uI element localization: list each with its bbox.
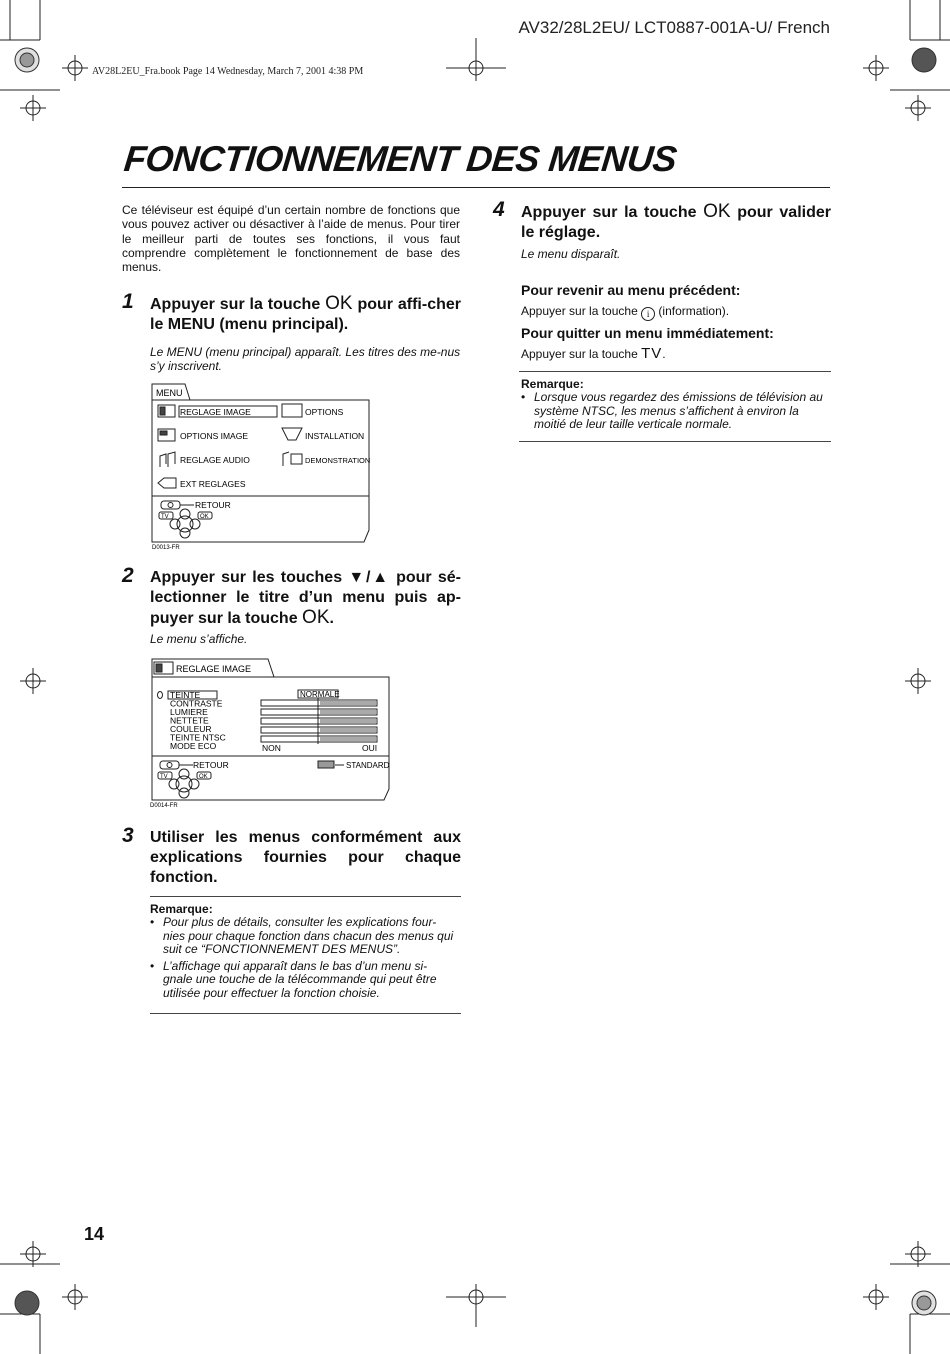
- music-note-icon: [160, 452, 175, 467]
- scale-max-label: OUI: [362, 743, 378, 753]
- menu-item: TEINTE NTSC: [170, 732, 226, 743]
- step-result: Le MENU (menu principal) apparaît. Les titres des me-nus s’y inscrivent.: [150, 345, 461, 373]
- step-instruction: [150, 294, 461, 335]
- step-result: Le menu disparaît.: [521, 247, 621, 261]
- register-target: [905, 1241, 931, 1267]
- ok-key: OK: [325, 293, 353, 314]
- menu-tab-label: REGLAGE IMAGE: [176, 664, 252, 674]
- normal-label: NORMALE: [300, 690, 340, 699]
- gray-key-icon: [318, 761, 334, 768]
- section-heading: Pour revenir au menu précédent:: [521, 282, 741, 298]
- page-number: 14: [84, 1224, 105, 1244]
- remark-item: • L’affichage qui apparaît dans le bas d’un menu si-gnale une touche de la télécommande qui peut être utilisée pour effectuer la fonction choisie.: [150, 960, 456, 1001]
- title-divider: [122, 187, 830, 188]
- register-target: [20, 1241, 46, 1267]
- menu-tab-label: MENU: [156, 388, 183, 398]
- section-text-part: Appuyer sur la touche: [521, 304, 642, 318]
- register-target: [446, 1284, 506, 1327]
- tv-label: TV: [161, 514, 169, 520]
- step-number: 2: [122, 564, 134, 587]
- main-menu-illustration: [150, 382, 375, 554]
- ok-label: OK: [199, 774, 208, 780]
- step-number: 4: [493, 198, 505, 221]
- intro-paragraph: Ce téléviseur est équipé d’un certain nombre de fonctions que vous pouvez activer ou désactiver à l’aide de menus. Pour tirer le meilleur parti de toutes ses fonctions, il vous faut comprendre complètement le fonctionnement de base des menus.: [122, 203, 460, 275]
- document-id: AV32/28L2EU/ LCT0887-001A-U/ French: [518, 18, 830, 37]
- section-text-part: Appuyer sur la touche: [521, 347, 642, 361]
- menu-item: NETTETE: [170, 715, 209, 726]
- installation-icon: [282, 428, 302, 440]
- menu-item: REGLAGE AUDIO: [180, 455, 250, 465]
- remark-list: [521, 391, 827, 432]
- remark-divider: [519, 371, 831, 372]
- menu-item: EXT REGLAGES: [180, 479, 246, 489]
- register-target: [905, 668, 931, 694]
- menu-item: COULEUR: [170, 724, 212, 734]
- remark-divider: [150, 1013, 461, 1014]
- step-text: Appuyer sur la touche: [521, 204, 704, 221]
- remark-item: • Pour plus de détails, consulter les explications four-nies pour chaque fonction dans chacun des menus qui suit ce “FONCTIONNEMENT DES MENUS”.: [150, 916, 456, 957]
- menu-item: CONTRASTE: [170, 698, 223, 709]
- picture-menu-illustration: [150, 657, 395, 813]
- arrow-pad-icon: [176, 776, 192, 792]
- menu-item: DEMONSTRATION: [305, 456, 371, 465]
- remark-box: [150, 902, 456, 1004]
- step-text: pour valider le réglage.: [521, 204, 831, 241]
- info-icon: i: [641, 307, 655, 321]
- section-text-part: .: [662, 347, 666, 361]
- step-text: pour affi-cher le MENU (menu principal).: [150, 296, 461, 333]
- menu-item: MODE ECO: [170, 741, 217, 751]
- step-text: Appuyer sur la touche: [150, 296, 326, 313]
- options-icon: [282, 404, 302, 417]
- register-target: [905, 95, 931, 121]
- register-target: [863, 1284, 889, 1310]
- step-text: Appuyer sur les touches ▼/▲ pour sé-lectionner le titre d’un menu puis ap-puyer sur la touche: [150, 569, 461, 627]
- ok-key: OK: [703, 201, 731, 222]
- step-instruction: [150, 568, 461, 629]
- step-number: 3: [122, 824, 134, 847]
- menu-item: INSTALLATION: [305, 431, 365, 441]
- demonstration-icon: [283, 452, 302, 466]
- tv-label: TV: [160, 774, 168, 780]
- register-target: [446, 38, 506, 81]
- ok-key: OK: [302, 607, 330, 628]
- menu-item: OPTIONS IMAGE: [180, 431, 249, 441]
- figure-code: D0014-FR: [150, 803, 178, 809]
- remark-box: [521, 377, 827, 435]
- menu-item: REGLAGE IMAGE: [180, 407, 251, 417]
- ok-label: OK: [200, 514, 209, 520]
- scale-min-label: NON: [262, 743, 281, 753]
- tv-key: TV: [641, 345, 663, 362]
- register-target: [62, 55, 88, 81]
- remark-divider: [519, 441, 831, 442]
- arrow-pad-icon: [177, 516, 193, 532]
- figure-code: D0013-FR: [152, 545, 180, 551]
- menu-item: OPTIONS: [305, 407, 344, 417]
- page-title: FONCTIONNEMENT DES MENUS: [122, 138, 679, 179]
- remark-item: • Lorsque vous regardez des émissions de télévision au système NTSC, les menus s’affichent à environ la moitié de leur taille verticale normale.: [521, 391, 827, 432]
- section-text-part: (information).: [655, 304, 730, 318]
- step-instruction: Utiliser les menus conformément aux explications fournies pour chaque fonction.: [150, 829, 461, 886]
- remark-title: Remarque:: [150, 902, 213, 916]
- section-text: [521, 304, 729, 321]
- book-info-line: AV28L2EU_Fra.book Page 14 Wednesday, March 7, 2001 4:38 PM: [92, 66, 364, 77]
- menu-item: LUMIERE: [170, 707, 208, 717]
- back-label: RETOUR: [193, 760, 229, 770]
- register-target: [20, 668, 46, 694]
- register-target: [62, 1284, 88, 1310]
- register-target: [863, 55, 889, 81]
- ext-settings-icon: [158, 478, 176, 488]
- step-result: Le menu s’affiche.: [150, 632, 248, 646]
- menu-item: TEINTE: [170, 690, 201, 700]
- remark-title: Remarque:: [521, 377, 584, 391]
- step-number: 1: [122, 290, 134, 313]
- register-target: [20, 95, 46, 121]
- section-heading: Pour quitter un menu immédiatement:: [521, 325, 774, 341]
- step-instruction: [521, 202, 831, 243]
- remark-divider: [150, 896, 461, 897]
- section-text: [521, 347, 666, 361]
- step-text: .: [329, 610, 334, 627]
- standard-label: STANDARD: [346, 761, 390, 770]
- remark-list: [150, 916, 456, 1001]
- back-label: RETOUR: [195, 500, 231, 510]
